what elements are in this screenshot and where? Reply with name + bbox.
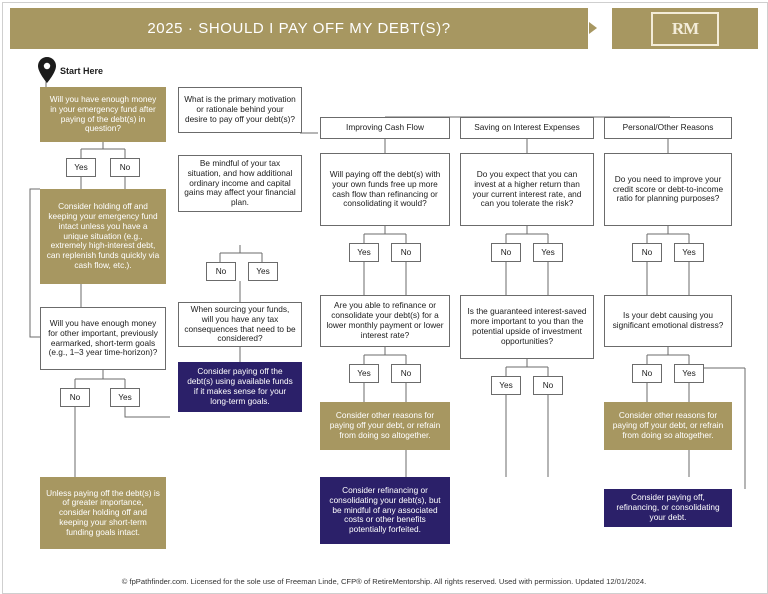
node-pay-off-refinance-consolidate[interactable]: Consider paying off, refinancing, or consolidating your debt.	[604, 489, 732, 527]
decision-no-2[interactable]: No	[60, 388, 90, 407]
node-guaranteed-interest-question[interactable]: Is the guaranteed interest-saved more important to you than the potential upside of investment opportunities?	[460, 295, 594, 359]
decision-yes-2[interactable]: Yes	[110, 388, 140, 407]
node-hold-off-emergency-fund[interactable]: Consider holding off and keeping your emergency fund intact unless you have a unique situation (e.g., extremely high-interest debt, can replenish funds quickly via cash flow, etc.).	[40, 189, 166, 284]
decision-yes-7[interactable]: Yes	[491, 376, 521, 395]
node-emergency-fund-question[interactable]: Will you have enough money in your emergency fund after paying of the debt(s) in question?	[40, 87, 166, 142]
decision-yes-5[interactable]: Yes	[349, 364, 379, 383]
node-cash-flow-question[interactable]: Will paying off the debt(s) with your own funds free up more cash flow than refinancing or consolidating it would?	[320, 153, 450, 226]
decision-no-1[interactable]: No	[110, 158, 140, 177]
node-hold-off-short-term-goals[interactable]: Unless paying off the debt(s) is of greater importance, consider holding off and keeping your short-term funding goals intact.	[40, 477, 166, 549]
decision-no-6[interactable]: No	[491, 243, 521, 262]
decision-no-3[interactable]: No	[206, 262, 236, 281]
node-tax-consequences-question[interactable]: When sourcing your funds, will you have any tax consequences that need to be considered?	[178, 302, 302, 347]
logo-monogram: RM	[651, 12, 719, 46]
node-other-reasons-cashflow[interactable]: Consider other reasons for paying off your debt, or refrain from doing so altogether.	[320, 402, 450, 450]
start-here-label: Start Here	[60, 66, 104, 76]
node-saving-on-interest[interactable]: Saving on Interest Expenses	[460, 117, 594, 139]
decision-no-9[interactable]: No	[632, 364, 662, 383]
decision-yes-4[interactable]: Yes	[349, 243, 379, 262]
footer-disclaimer: © fpPathfinder.com. Licensed for the sole use of Freeman Linde, CFP® of RetireMentorship. All rights reserved. Used with permission. Updated 12/01/2024.	[121, 576, 647, 586]
node-emotional-distress-question[interactable]: Is your debt causing you significant emotional distress?	[604, 295, 732, 347]
node-pay-off-with-available-funds[interactable]: Consider paying off the debt(s) using available funds if it makes sense for your long-term goals.	[178, 362, 302, 412]
node-refinance-consolidate-result[interactable]: Consider refinancing or consolidating your debt(s), but be mindful of any associated costs or other benefits potentially forfeited.	[320, 477, 450, 544]
flowchart-canvas	[0, 57, 768, 562]
node-refinance-consolidate-question[interactable]: Are you able to refinance or consolidate your debt(s) for a lower monthly payment or lower interest rate?	[320, 295, 450, 347]
node-credit-score-question[interactable]: Do you need to improve your credit score or debt-to-income ratio for planning purposes?	[604, 153, 732, 226]
decision-yes-3[interactable]: Yes	[248, 262, 278, 281]
brand-logo	[612, 8, 758, 49]
decision-no-4[interactable]: No	[391, 243, 421, 262]
node-personal-other-reasons[interactable]: Personal/Other Reasons	[604, 117, 732, 139]
node-improving-cash-flow[interactable]: Improving Cash Flow	[320, 117, 450, 139]
decision-yes-6[interactable]: Yes	[533, 243, 563, 262]
header-arrow-icon	[589, 22, 597, 34]
decision-yes-9[interactable]: Yes	[674, 364, 704, 383]
node-short-term-goals-question[interactable]: Will you have enough money for other important, previously earmarked, short-term goals (e.g., 1–3 year time-horizon)?	[40, 307, 166, 370]
decision-no-5[interactable]: No	[391, 364, 421, 383]
node-primary-motivation-question[interactable]: What is the primary motivation or rationale behind your desire to pay off your debt(s)?	[178, 87, 302, 133]
node-higher-return-question[interactable]: Do you expect that you can invest at a higher return than your current interest rate, and can you tolerate the risk?	[460, 153, 594, 226]
decision-no-7[interactable]: No	[533, 376, 563, 395]
page-title: 2025 · SHOULD I PAY OFF MY DEBT(S)?	[147, 20, 451, 37]
decision-yes-8[interactable]: Yes	[674, 243, 704, 262]
start-pin-icon	[38, 57, 56, 88]
node-other-reasons-personal[interactable]: Consider other reasons for paying off your debt, or refrain from doing so altogether.	[604, 402, 732, 450]
decision-no-8[interactable]: No	[632, 243, 662, 262]
decision-yes-1[interactable]: Yes	[66, 158, 96, 177]
header-band	[10, 8, 588, 49]
page-header	[0, 0, 768, 57]
node-tax-situation-note[interactable]: Be mindful of your tax situation, and how additional ordinary income and capital gains may affect your financial plan.	[178, 155, 302, 212]
